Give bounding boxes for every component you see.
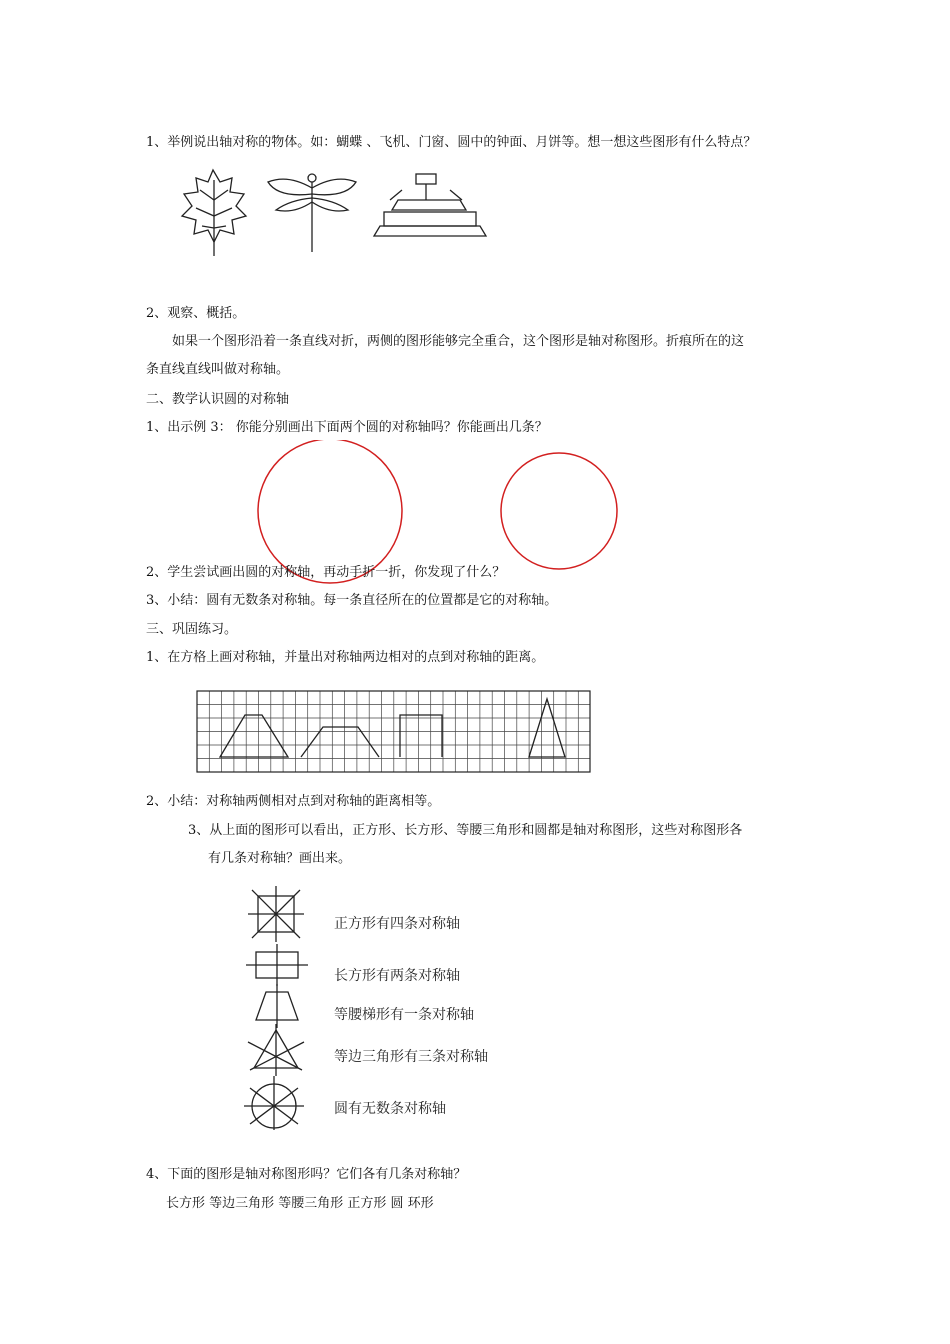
text-line-1: 1、举例说出轴对称的物体。如：蝴蝶 、飞机、门窗、圆中的钟面、月饼等。想一想这些图形有什么特点？ bbox=[146, 135, 757, 150]
leaf-icon bbox=[182, 170, 246, 256]
trapezoid-axes-label: 等腰梯形有一条对称轴 bbox=[334, 1007, 474, 1023]
text-line-4: 条直线直线叫做对称轴。 bbox=[146, 362, 290, 377]
circle-left bbox=[258, 440, 402, 583]
text-line-8: 3、小结：圆有无数条对称轴。每一条直径所在的位置都是它的对称轴。 bbox=[146, 593, 558, 608]
text-line-2: 2、观察、概括。 bbox=[146, 306, 246, 321]
rectangle-axes-icon bbox=[246, 944, 308, 986]
symmetric-objects-illustration bbox=[170, 160, 510, 270]
triangle-axes-icon bbox=[248, 1024, 304, 1076]
symmetry-axes-figure bbox=[236, 880, 336, 1130]
text-line-12: 3、从上面的图形可以看出，正方形、长方形、等腰三角形和圆都是轴对称图形，这些对称图形各 bbox=[188, 823, 743, 838]
grid-exercise-figure bbox=[196, 690, 592, 774]
circle-axes-icon bbox=[244, 1076, 304, 1130]
triangle-shape bbox=[529, 699, 565, 757]
trapezoid-shape bbox=[220, 715, 288, 757]
text-line-13: 有几条对称轴？画出来。 bbox=[208, 851, 352, 866]
trapezoid-axes-icon bbox=[256, 984, 298, 1028]
text-line-10: 1、在方格上画对称轴，并量出对称轴两边相对的点到对称轴的距离。 bbox=[146, 650, 545, 665]
text-line-11: 2、小结：对称轴两侧相对点到对称轴的距离相等。 bbox=[146, 794, 441, 809]
circle-right bbox=[501, 453, 617, 569]
square-axes-icon bbox=[248, 886, 304, 942]
text-line-6: 1、出示例 3： 你能分别画出下面两个圆的对称轴吗？你能画出几条？ bbox=[146, 420, 548, 435]
section-heading-2: 二、教学认识圆的对称轴 bbox=[146, 392, 290, 407]
section-heading-3: 三、巩固练习。 bbox=[146, 622, 238, 637]
rectangle-axes-label: 长方形有两条对称轴 bbox=[334, 968, 460, 984]
triangle-axes-label: 等边三角形有三条对称轴 bbox=[334, 1049, 488, 1065]
text-line-14: 4、下面的图形是轴对称图形吗？它们各有几条对称轴？ bbox=[146, 1167, 467, 1182]
text-line-3: 如果一个图形沿着一条直线对折，两侧的图形能够完全重合，这个图形是轴对称图形。折痕所在的这 bbox=[172, 334, 745, 349]
square-axes-label: 正方形有四条对称轴 bbox=[334, 916, 460, 932]
dragonfly-icon bbox=[268, 174, 356, 252]
scale-icon bbox=[374, 174, 486, 236]
text-line-15: 长方形 等边三角形 等腰三角形 正方形 圆 环形 bbox=[166, 1196, 434, 1211]
circle-axes-label: 圆有无数条对称轴 bbox=[334, 1101, 446, 1117]
text-line-7: 2、学生尝试画出圆的对称轴，再动手折一折，你发现了什么？ bbox=[146, 565, 506, 580]
